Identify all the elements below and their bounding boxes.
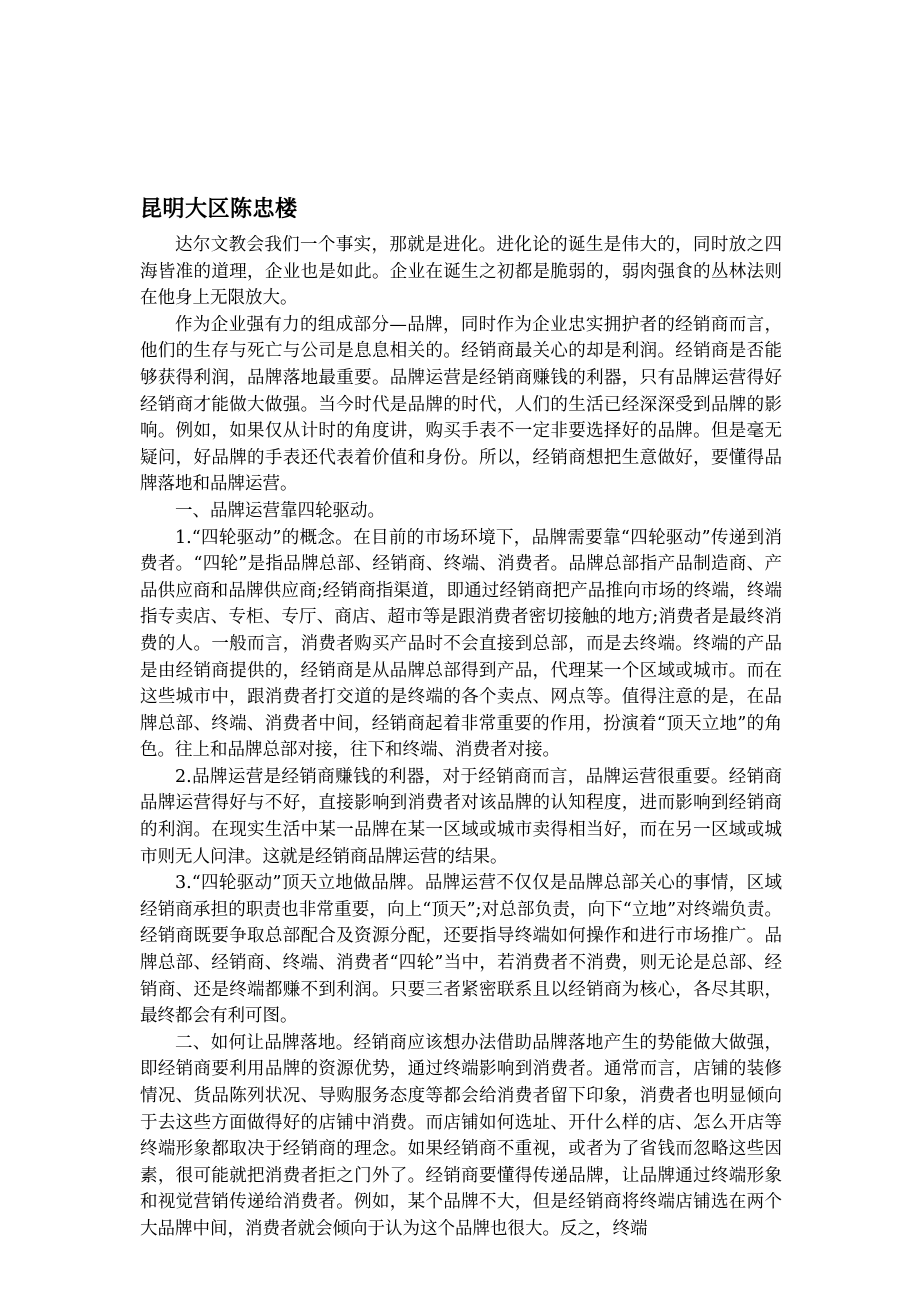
section-heading-one: 一、品牌运营靠四轮驱动。 xyxy=(175,500,385,521)
paragraph-intro: 达尔文教会我们一个事实，那就是进化。进化论的诞生是伟大的，同时放之四海皆准的道理，企业也是如此。企业在诞生之初都是脆弱的，弱肉强食的丛林法则在他身上无限放大。 xyxy=(140,235,782,309)
document-title: 昆明大区陈忠楼 xyxy=(140,197,298,222)
paragraph-point-1: 1.“四轮驱动”的概念。在目前的市场环境下，品牌需要靠“四轮驱动”传递到消费者。“四轮”是指品牌总部、经销商、终端、消费者。品牌总部指产品制造商、产品供应商和品牌供应商;经销商指渠道，即通过经销商把产品推向市场的终端，终端指专卖店、专柜、专厅、商店、超市等是跟消费者密切接触的地方;消费者是最终消费的人。一般而言，消费者购买产品时不会直接到总部，而是去终端。终端的产品是由经销商提供的，经销商是从品牌总部得到产品，代理某一个区域或城市。而在这些城市中，跟消费者打交道的是终端的各个卖点、网点等。值得注意的是，在品牌总部、终端、消费者中间，经销商起着非常重要的作用，扮演着“顶天立地”的角色。往上和品牌总部对接，往下和终端、消费者对接。 xyxy=(140,527,782,761)
document-body xyxy=(140,232,782,1243)
paragraph-point-2: 2.品牌运营是经销商赚钱的利器，对于经销商而言，品牌运营很重要。经销商品牌运营得好与不好，直接影响到消费者对该品牌的认知程度，进而影响到经销商的利润。在现实生活中某一品牌在某一区域或城市卖得相当好，而在另一区域或城市则无人问津。这就是经销商品牌运营的结果。 xyxy=(140,766,782,867)
document-page xyxy=(140,190,782,1243)
paragraph-brand-importance: 作为企业强有力的组成部分—品牌，同时作为企业忠实拥护者的经销商而言，他们的生存与死亡与公司是息息相关的。经销商最关心的却是利润。经销商是否能够获得利润，品牌落地最重要。品牌运营是经销商赚钱的利器，只有品牌运营得好经销商才能做大做强。当今时代是品牌的时代，人们的生活已经深深受到品牌的影响。例如，如果仅从计时的角度讲，购买手表不一定非要选择好的品牌。但是毫无疑问，好品牌的手表还代表着价值和身份。所以，经销商想把生意做好，要懂得品牌落地和品牌运营。 xyxy=(140,314,782,495)
paragraph-point-3: 3.“四轮驱动”顶天立地做品牌。品牌运营不仅仅是品牌总部关心的事情，区域经销商承担的职责也非常重要，向上“顶天”;对总部负责，向下“立地”对终端负责。经销商既要争取总部配合及资源分配，还要指导终端如何操作和进行市场推广。品牌总部、经销商、终端、消费者“四轮”当中，若消费者不消费，则无论是总部、经销商、还是终端都赚不到利润。只要三者紧密联系且以经销商为核心，各尽其职，最终都会有利可图。 xyxy=(140,873,782,1027)
paragraph-section-two: 二、如何让品牌落地。经销商应该想办法借助品牌落地产生的势能做大做强，即经销商要利用品牌的资源优势，通过终端影响到消费者。通常而言，店铺的装修情况、货品陈列状况、导购服务态度等都会给消费者留下印象，消费者也明显倾向于去这些方面做得好的店铺中消费。而店铺如何选址、开什么样的店、怎么开店等终端形象都取决于经销商的理念。如果经销商不重视，或者为了省钱而忽略这些因素，很可能就把消费者拒之门外了。经销商要懂得传递品牌，让品牌通过终端形象和视觉营销传递给消费者。例如，某个品牌不大，但是经销商将终端店铺选在两个大品牌中间，消费者就会倾向于认为这个品牌也很大。反之，终端 xyxy=(140,1032,782,1239)
